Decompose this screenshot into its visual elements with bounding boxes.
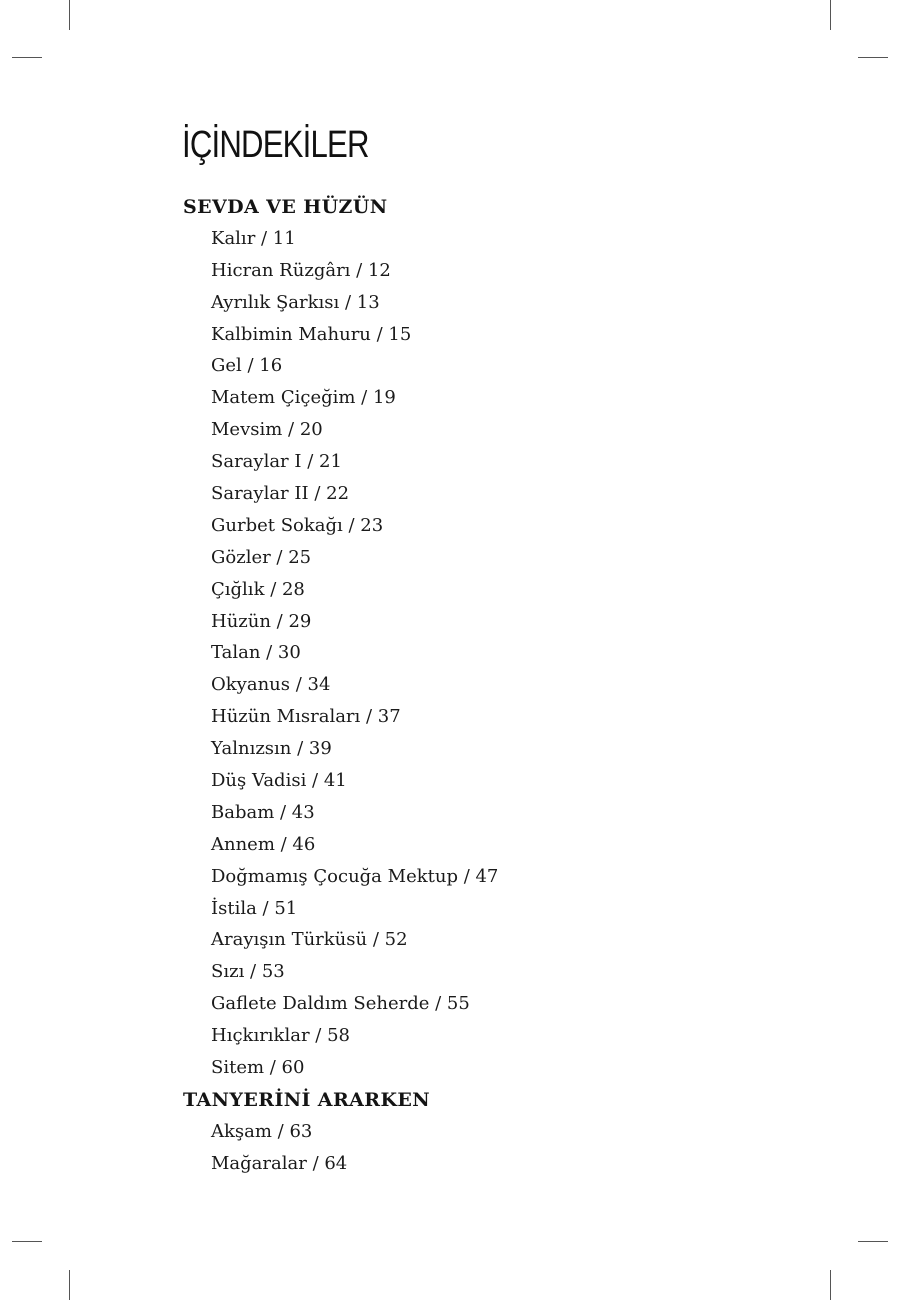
toc-entry: Düş Vadisi / 41	[211, 770, 347, 792]
toc-entry: Hicran Rüzgârı / 12	[211, 259, 391, 281]
toc-entry: Gözler / 25	[211, 546, 312, 568]
section-heading: TANYERİNİ ARARKEN	[183, 1088, 431, 1111]
toc-entry: Arayışın Türküsü / 52	[211, 929, 408, 951]
toc-entry: Akşam / 63	[211, 1120, 313, 1142]
crop-mark-top-right	[858, 57, 888, 58]
toc-entry: Kalır / 11	[211, 227, 296, 249]
section-heading: SEVDA VE HÜZÜN	[183, 196, 388, 218]
toc-entry: Hıçkırıklar / 58	[211, 1025, 350, 1047]
toc-entry: Saraylar II / 22	[211, 483, 350, 505]
toc-entry: Matem Çiçeğim / 19	[211, 387, 396, 409]
toc-entry: Okyanus / 34	[211, 674, 331, 696]
crop-mark-top-right	[830, 0, 831, 30]
crop-mark-bottom-right	[830, 1270, 831, 1300]
toc-entry: Hüzün Mısraları / 37	[211, 706, 401, 728]
toc-entry: Gaflete Daldım Seherde / 55	[211, 993, 470, 1015]
page-title: İÇİNDEKİLER	[182, 124, 369, 166]
toc-entry: Mağaralar / 64	[211, 1152, 348, 1174]
toc-entry: Kalbimin Mahuru / 15	[211, 323, 412, 345]
crop-mark-top-left	[12, 57, 42, 58]
toc-entry: Annem / 46	[211, 833, 316, 855]
toc-entry: Gurbet Sokağı / 23	[211, 514, 384, 536]
toc-entry: Talan / 30	[211, 642, 301, 664]
toc-entry: Ayrılık Şarkısı / 13	[211, 291, 380, 313]
toc-entry: Saraylar I / 21	[211, 451, 342, 473]
toc-entry: Gel / 16	[211, 355, 283, 377]
toc-entry: Babam / 43	[211, 801, 315, 823]
toc-entry: Sızı / 53	[211, 961, 285, 983]
toc-entry: Sitem / 60	[211, 1057, 305, 1079]
toc-entry: Çığlık / 28	[211, 578, 305, 600]
toc-entry: Mevsim / 20	[211, 419, 323, 441]
toc-entry: Yalnızsın / 39	[211, 738, 332, 760]
toc-entry: Hüzün / 29	[211, 610, 312, 632]
toc-entry: İstila / 51	[211, 897, 298, 919]
crop-mark-bottom-right	[858, 1241, 888, 1242]
crop-mark-bottom-left	[12, 1241, 42, 1242]
crop-mark-top-left	[69, 0, 70, 30]
toc-entry: Doğmamış Çocuğa Mektup / 47	[211, 865, 499, 887]
crop-mark-bottom-left	[69, 1270, 70, 1300]
table-of-contents	[183, 193, 863, 1182]
